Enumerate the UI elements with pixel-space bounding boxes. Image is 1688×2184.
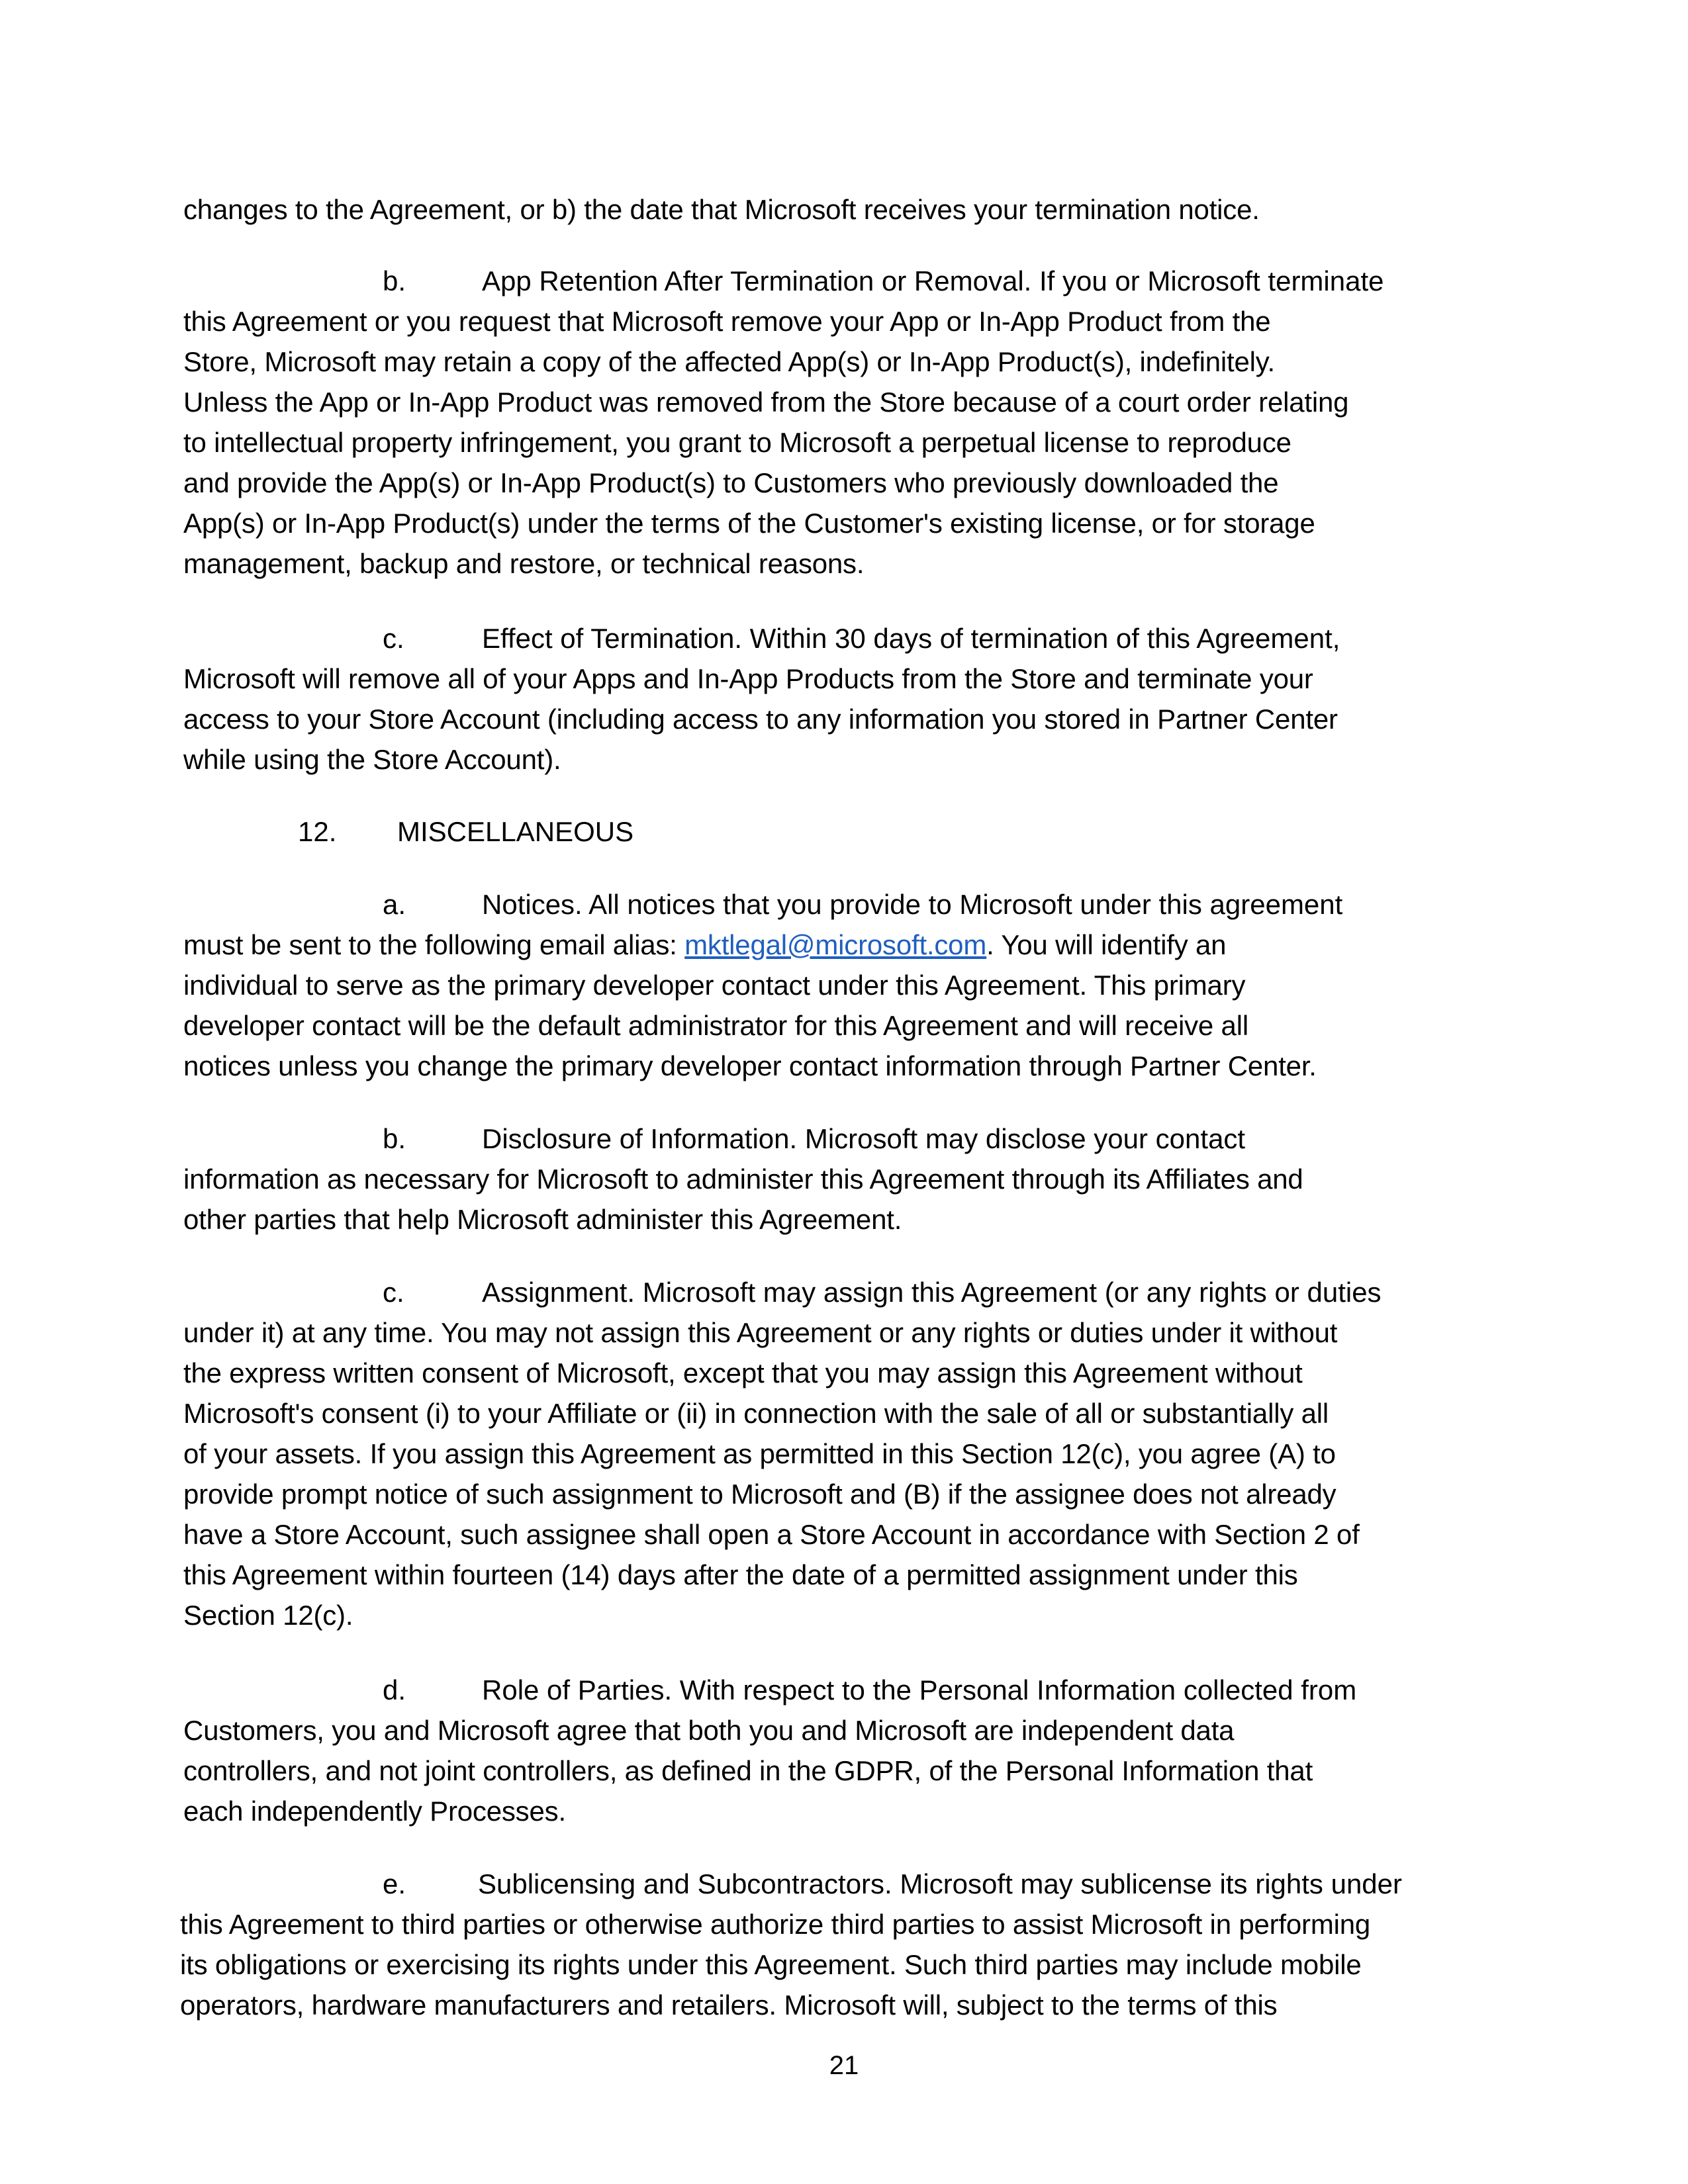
list-marker: c. xyxy=(383,1277,404,1308)
paragraph-line: this Agreement to third parties or otherwise authorize third parties to assist Microsoft in performing xyxy=(180,1909,1371,1940)
paragraph-line: Unless the App or In-App Product was removed from the Store because of a court order relating xyxy=(183,387,1349,418)
paragraph-line: notices unless you change the primary developer contact information through Partner Center. xyxy=(183,1050,1317,1081)
clause-heading-line: Notices. All notices that you provide to Microsoft under this agreement xyxy=(482,889,1343,920)
paragraph-line: App(s) or In-App Product(s) under the terms of the Customer's existing license, or for storage xyxy=(183,508,1315,539)
list-marker: e. xyxy=(383,1868,406,1899)
paragraph-line: Section 12(c). xyxy=(183,1600,353,1631)
list-marker: c. xyxy=(383,623,404,654)
paragraph-line: its obligations or exercising its rights under this Agreement. Such third parties may include mobile xyxy=(180,1949,1362,1980)
paragraph-line: under it) at any time. You may not assign this Agreement or any rights or duties under it without xyxy=(183,1317,1338,1348)
clause-heading-line: Sublicensing and Subcontractors. Microsoft may sublicense its rights under xyxy=(478,1868,1403,1899)
paragraph-line: Store, Microsoft may retain a copy of the affected App(s) or In-App Product(s), indefinitely. xyxy=(183,346,1275,377)
clause-heading-line: App Retention After Termination or Removal. If you or Microsoft terminate xyxy=(482,265,1384,296)
paragraph-line: Microsoft's consent (i) to your Affiliate or (ii) in connection with the sale of all or substantially all xyxy=(183,1398,1329,1429)
paragraph-line: and provide the App(s) or In-App Product(s) to Customers who previously downloaded the xyxy=(183,467,1279,498)
paragraph-line: individual to serve as the primary developer contact under this Agreement. This primary xyxy=(183,970,1246,1001)
paragraph-line: have a Store Account, such assignee shall open a Store Account in accordance with Section 2 of xyxy=(183,1519,1360,1550)
paragraph-line: to intellectual property infringement, you grant to Microsoft a perpetual license to reproduce xyxy=(183,427,1291,458)
section-number: 12. xyxy=(298,816,337,847)
list-marker: b. xyxy=(383,265,406,296)
paragraph-line: operators, hardware manufacturers and retailers. Microsoft will, subject to the terms of this xyxy=(180,1989,1278,2021)
page-number: 21 xyxy=(829,2051,859,2080)
paragraph-line: this Agreement or you request that Microsoft remove your App or In-App Product from the xyxy=(183,306,1271,337)
list-marker: b. xyxy=(383,1123,406,1154)
text-segment: must be sent to the following email alias: xyxy=(183,929,685,960)
email-link[interactable]: mktlegal@microsoft.com xyxy=(684,929,987,960)
paragraph-line: this Agreement within fourteen (14) days after the date of a permitted assignment under this xyxy=(183,1559,1298,1590)
paragraph-line: controllers, and not joint controllers, as defined in the GDPR, of the Personal Information that xyxy=(183,1755,1313,1786)
paragraph-line xyxy=(183,925,1226,965)
section-title: MISCELLANEOUS xyxy=(397,816,634,847)
paragraph-line: Microsoft will remove all of your Apps and In-App Products from the Store and terminate your xyxy=(183,663,1313,694)
clause-heading-line: Disclosure of Information. Microsoft may disclose your contact xyxy=(482,1123,1246,1154)
paragraph-line: each independently Processes. xyxy=(183,1796,566,1827)
paragraph-line: information as necessary for Microsoft to administer this Agreement through its Affiliates and xyxy=(183,1163,1303,1195)
paragraph-line: other parties that help Microsoft administer this Agreement. xyxy=(183,1204,902,1235)
paragraph-line: while using the Store Account). xyxy=(183,744,561,775)
paragraph-line: changes to the Agreement, or b) the date that Microsoft receives your termination notice. xyxy=(183,194,1260,225)
clause-heading-line: Role of Parties. With respect to the Personal Information collected from xyxy=(482,1674,1357,1706)
paragraph-line: Customers, you and Microsoft agree that both you and Microsoft are independent data xyxy=(183,1715,1235,1746)
paragraph-line: provide prompt notice of such assignment to Microsoft and (B) if the assignee does not already xyxy=(183,1479,1336,1510)
paragraph-line: of your assets. If you assign this Agreement as permitted in this Section 12(c), you agree (A) to xyxy=(183,1438,1336,1469)
paragraph-line: access to your Store Account (including access to any information you stored in Partner Center xyxy=(183,704,1338,735)
list-marker: a. xyxy=(383,889,406,920)
list-marker: d. xyxy=(383,1674,406,1706)
text-segment: . You will identify an xyxy=(986,929,1227,960)
paragraph-line: the express written consent of Microsoft, except that you may assign this Agreement without xyxy=(183,1357,1303,1388)
clause-heading-line: Effect of Termination. Within 30 days of termination of this Agreement, xyxy=(482,623,1340,654)
paragraph-line: management, backup and restore, or technical reasons. xyxy=(183,548,865,579)
paragraph-line: developer contact will be the default administrator for this Agreement and will receive all xyxy=(183,1010,1248,1041)
clause-heading-line: Assignment. Microsoft may assign this Agreement (or any rights or duties xyxy=(482,1277,1382,1308)
